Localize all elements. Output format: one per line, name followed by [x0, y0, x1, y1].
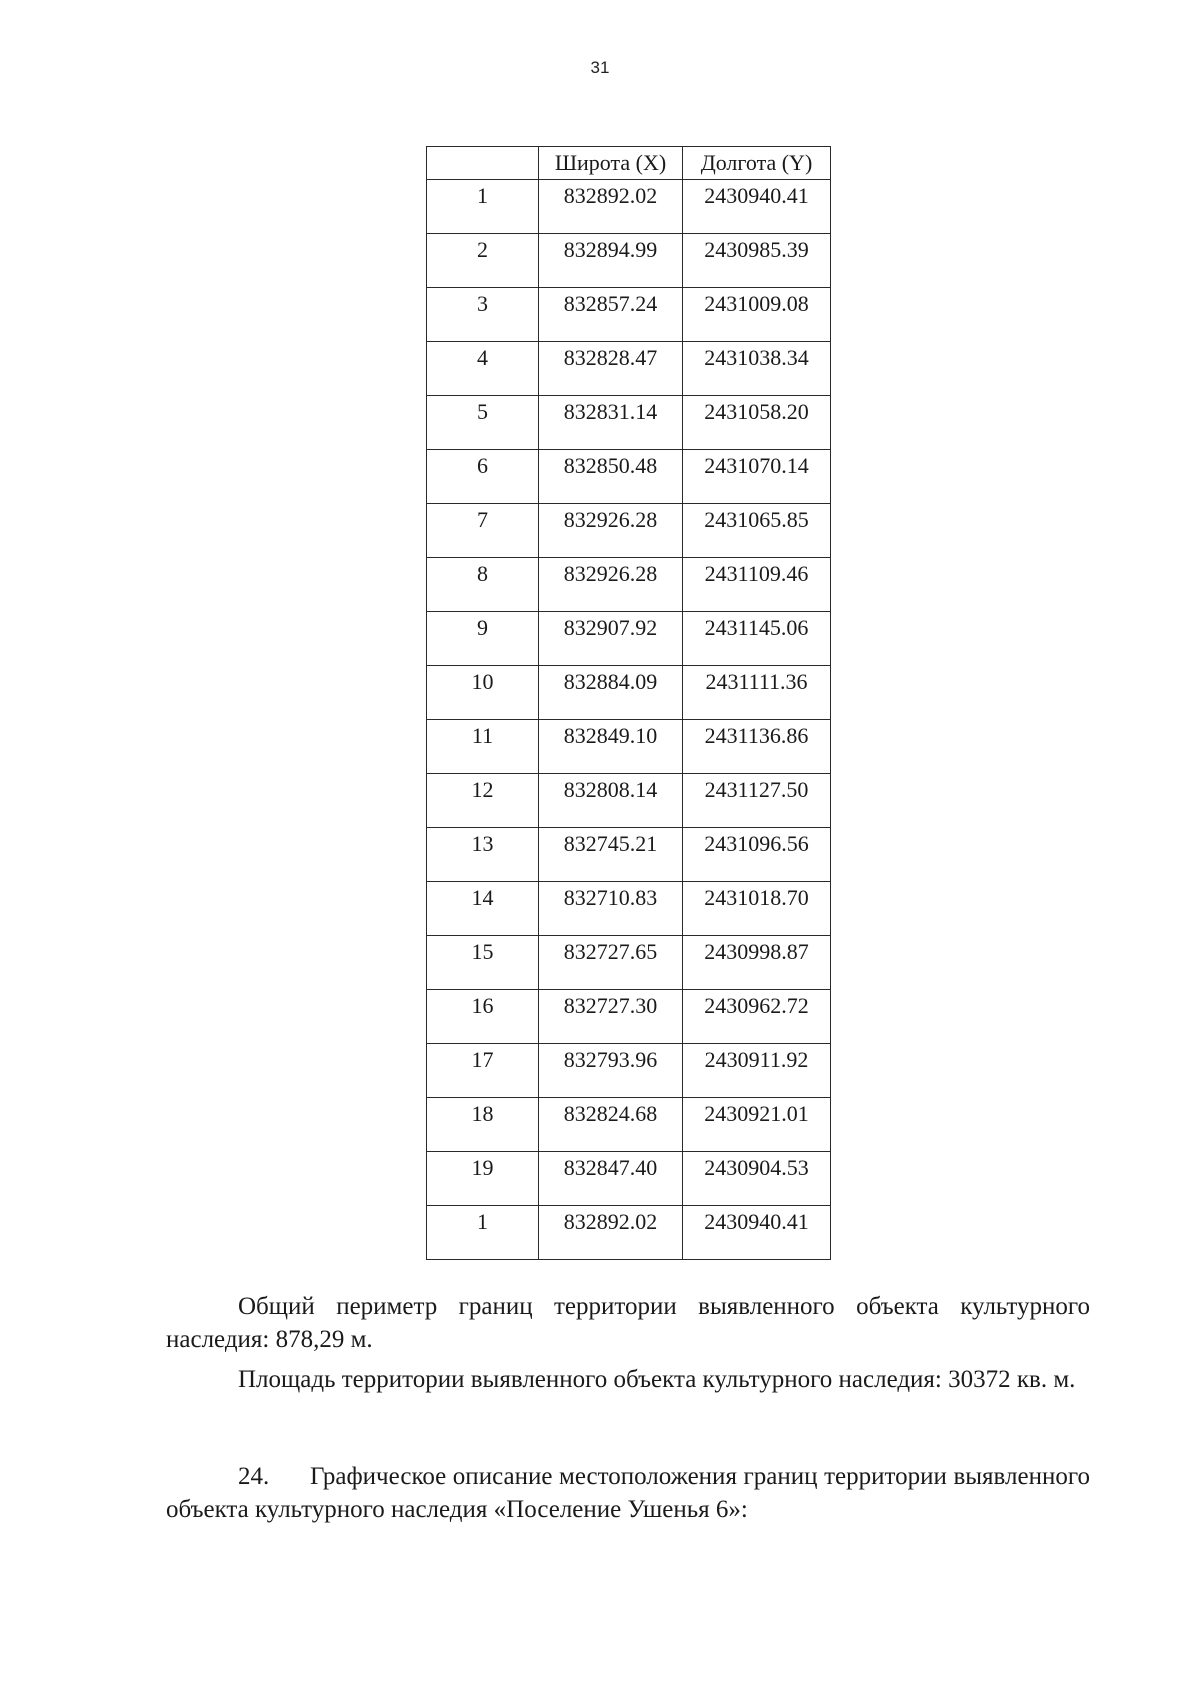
table-body: [427, 180, 831, 1260]
row-longitude: 2431065.85: [683, 504, 831, 558]
row-longitude: 2430940.41: [683, 1206, 831, 1260]
row-longitude: 2431070.14: [683, 450, 831, 504]
area-text: Площадь территории выявленного объекта культурного наследия: 30372 кв. м.: [238, 1366, 1076, 1393]
table-row: [427, 450, 831, 504]
row-latitude: 832926.28: [539, 504, 683, 558]
row-longitude: 2431127.50: [683, 774, 831, 828]
row-latitude: 832884.09: [539, 666, 683, 720]
row-index: 3: [427, 288, 539, 342]
row-index: 4: [427, 342, 539, 396]
row-latitude: 832710.83: [539, 882, 683, 936]
table-row: [427, 882, 831, 936]
row-index: 12: [427, 774, 539, 828]
table-row: [427, 666, 831, 720]
row-latitude: 832926.28: [539, 558, 683, 612]
row-latitude: 832857.24: [539, 288, 683, 342]
row-latitude: 832727.65: [539, 936, 683, 990]
row-latitude: 832828.47: [539, 342, 683, 396]
row-latitude: 832745.21: [539, 828, 683, 882]
row-longitude: 2431038.34: [683, 342, 831, 396]
section-text: Графическое описание местоположения границ территории выявленного объекта культурного наследия «Поселение Ушенья 6»:: [166, 1463, 1090, 1523]
page-number: 31: [590, 58, 610, 77]
row-index: 7: [427, 504, 539, 558]
row-index: 15: [427, 936, 539, 990]
perimeter-text: Общий периметр границ территории выявленного объекта культурного наследия: 878,29 м.: [166, 1293, 1090, 1353]
table-row: [427, 234, 831, 288]
row-longitude: 2430911.92: [683, 1044, 831, 1098]
row-latitude: 832727.30: [539, 990, 683, 1044]
table-row: [427, 1044, 831, 1098]
row-longitude: 2431136.86: [683, 720, 831, 774]
row-longitude: 2430998.87: [683, 936, 831, 990]
row-index: 1: [427, 1206, 539, 1260]
row-index: 13: [427, 828, 539, 882]
row-latitude: 832808.14: [539, 774, 683, 828]
row-latitude: 832894.99: [539, 234, 683, 288]
row-longitude: 2430985.39: [683, 234, 831, 288]
row-latitude: 832793.96: [539, 1044, 683, 1098]
table-row: [427, 396, 831, 450]
row-longitude: 2431058.20: [683, 396, 831, 450]
row-index: 19: [427, 1152, 539, 1206]
row-latitude: 832850.48: [539, 450, 683, 504]
table-row: [427, 1152, 831, 1206]
row-latitude: 832907.92: [539, 612, 683, 666]
row-longitude: 2430904.53: [683, 1152, 831, 1206]
coordinates-table: [426, 146, 831, 1260]
table-row: [427, 558, 831, 612]
row-longitude: 2431145.06: [683, 612, 831, 666]
row-longitude: 2430962.72: [683, 990, 831, 1044]
table-row: [427, 1098, 831, 1152]
table-row: [427, 828, 831, 882]
row-index: 8: [427, 558, 539, 612]
row-longitude: 2431018.70: [683, 882, 831, 936]
table-row: [427, 180, 831, 234]
table-row: [427, 504, 831, 558]
row-index: 1: [427, 180, 539, 234]
row-latitude: 832849.10: [539, 720, 683, 774]
section-number: 24.: [238, 1463, 270, 1490]
table-row: [427, 612, 831, 666]
row-longitude: 2431111.36: [683, 666, 831, 720]
table-row: [427, 720, 831, 774]
row-index: 9: [427, 612, 539, 666]
row-longitude: 2431096.56: [683, 828, 831, 882]
row-index: 2: [427, 234, 539, 288]
row-index: 5: [427, 396, 539, 450]
row-index: 10: [427, 666, 539, 720]
table-row: [427, 774, 831, 828]
row-latitude: 832831.14: [539, 396, 683, 450]
row-longitude: 2431009.08: [683, 288, 831, 342]
row-index: 6: [427, 450, 539, 504]
table-header-row: [427, 147, 831, 180]
row-index: 17: [427, 1044, 539, 1098]
header-latitude: Широта (X): [539, 147, 683, 180]
row-latitude: 832847.40: [539, 1152, 683, 1206]
row-longitude: 2430921.01: [683, 1098, 831, 1152]
table-row: [427, 288, 831, 342]
table-row: [427, 936, 831, 990]
section-paragraph: [166, 1460, 1090, 1526]
table-row: [427, 342, 831, 396]
row-latitude: 832824.68: [539, 1098, 683, 1152]
row-longitude: 2430940.41: [683, 180, 831, 234]
row-index: 18: [427, 1098, 539, 1152]
row-latitude: 832892.02: [539, 180, 683, 234]
row-index: 11: [427, 720, 539, 774]
header-index: [427, 147, 539, 180]
table-row: [427, 990, 831, 1044]
row-latitude: 832892.02: [539, 1206, 683, 1260]
table-row: [427, 1206, 831, 1260]
row-longitude: 2431109.46: [683, 558, 831, 612]
row-index: 16: [427, 990, 539, 1044]
header-longitude: Долгота (Y): [683, 147, 831, 180]
row-index: 14: [427, 882, 539, 936]
